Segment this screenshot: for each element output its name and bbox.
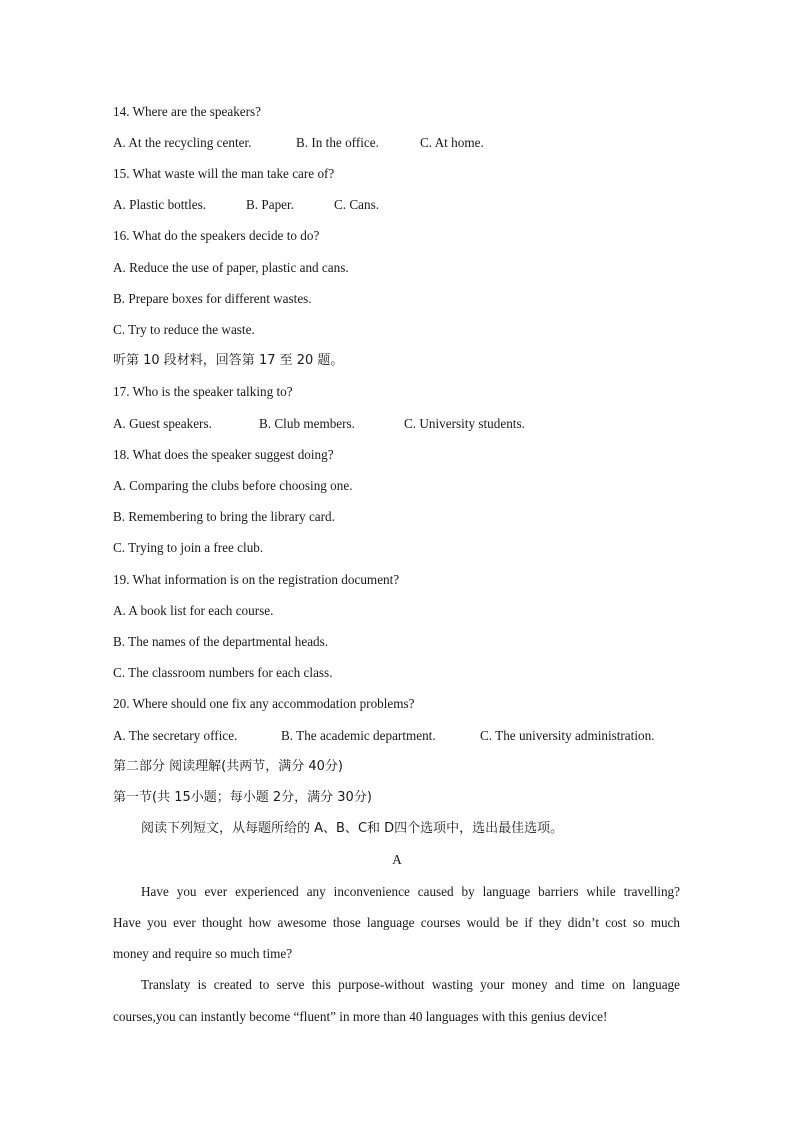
section-1-header: 第一节(共 15小题；每小题 2分，满分 30分) <box>113 790 372 805</box>
question-15: 15. What waste will the man take care of? <box>113 166 335 181</box>
q16-option-b: B. Prepare boxes for different wastes. <box>113 291 312 306</box>
instruction-text: 阅读下列短文，从每题所给的 A、B、C和 D四个选项中，选出最佳选项。 <box>141 821 564 836</box>
passage-p2-line2: courses,you can instantly become “fluent” in more than 40 languages with this genius device! <box>113 1009 608 1024</box>
section-10-header: 听第 10 段材料，回答第 17 至 20 题。 <box>113 353 344 368</box>
q20-option-a: A. The secretary office. <box>113 728 238 743</box>
q18-option-c: C. Trying to join a free club. <box>113 540 264 555</box>
question-18: 18. What does the speaker suggest doing? <box>113 447 334 462</box>
q17-option-a: A. Guest speakers. <box>113 416 212 431</box>
passage-letter: A <box>392 852 402 867</box>
passage-p1-line3: money and require so much time? <box>113 946 293 961</box>
passage-p1-line2: Have you ever thought how awesome those language courses would be if they didn’t cost so much <box>113 915 680 930</box>
question-16: 16. What do the speakers decide to do? <box>113 228 320 243</box>
q17-option-c: C. University students. <box>404 416 525 431</box>
q15-option-c: C. Cans. <box>334 197 380 212</box>
q15-option-b: B. Paper. <box>246 197 294 212</box>
part-2-header: 第二部分 阅读理解(共两节，满分 40分) <box>113 759 343 774</box>
q16-option-a: A. Reduce the use of paper, plastic and cans. <box>113 260 349 275</box>
q14-option-b: B. In the office. <box>296 135 379 150</box>
q19-option-c: C. The classroom numbers for each class. <box>113 665 333 680</box>
q18-option-b: B. Remembering to bring the library card. <box>113 509 335 524</box>
question-14: 14. Where are the speakers? <box>113 104 262 119</box>
q20-option-c: C. The university administration. <box>480 728 655 743</box>
question-19: 19. What information is on the registration document? <box>113 572 400 587</box>
q14-option-c: C. At home. <box>420 135 484 150</box>
q15-option-a: A. Plastic bottles. <box>113 197 207 212</box>
q17-option-b: B. Club members. <box>259 416 355 431</box>
q16-option-c: C. Try to reduce the waste. <box>113 322 255 337</box>
question-17: 17. Who is the speaker talking to? <box>113 384 293 399</box>
q14-option-a: A. At the recycling center. <box>113 135 252 150</box>
q19-option-a: A. A book list for each course. <box>113 603 274 618</box>
passage-p2-line1: Translaty is created to serve this purpose-without wasting your money and time on language <box>141 977 680 992</box>
q20-option-b: B. The academic department. <box>281 728 436 743</box>
q18-option-a: A. Comparing the clubs before choosing one. <box>113 478 353 493</box>
passage-p1-line1: Have you ever experienced any inconvenience caused by language barriers while travelling? <box>141 884 680 899</box>
question-20: 20. Where should one fix any accommodation problems? <box>113 696 415 711</box>
q19-option-b: B. The names of the departmental heads. <box>113 634 329 649</box>
